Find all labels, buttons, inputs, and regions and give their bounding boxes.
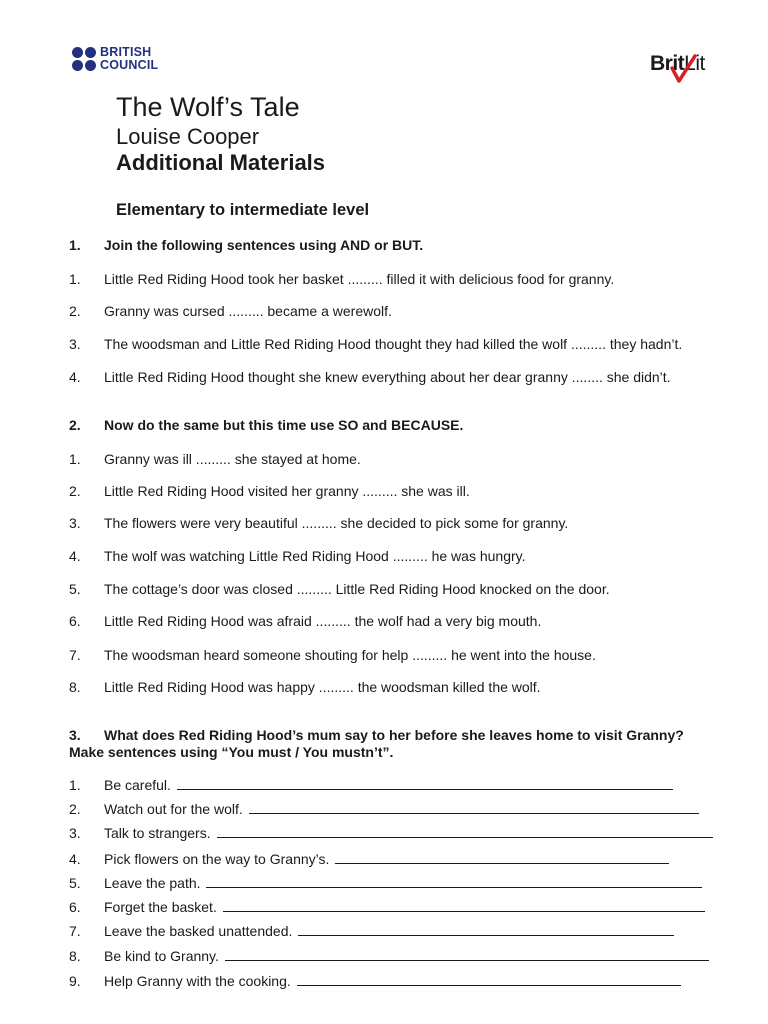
red-checkmark-icon bbox=[668, 54, 698, 84]
answer-line[interactable] bbox=[217, 825, 713, 838]
britlit-logo bbox=[650, 50, 714, 84]
answer-line[interactable] bbox=[249, 801, 699, 814]
answer-line[interactable] bbox=[223, 899, 705, 912]
britlit-part2: Lit bbox=[684, 52, 705, 75]
answer-line[interactable] bbox=[298, 923, 674, 936]
answer-line[interactable] bbox=[177, 777, 673, 790]
section3-heading: 3. What does Red Riding Hood’s mum say to her before she leaves home to visit Granny? Make sentences using “You must / You mustn’t”. bbox=[69, 727, 684, 760]
subtitle: Additional Materials bbox=[116, 150, 326, 175]
bc-logo-line2: COUNCIL bbox=[100, 57, 159, 72]
author: Louise Cooper bbox=[116, 124, 260, 149]
british-council-dots-icon bbox=[72, 47, 96, 71]
answer-line[interactable] bbox=[297, 973, 681, 986]
bc-logo-line1: BRITISH bbox=[100, 45, 152, 59]
british-council-logo bbox=[72, 46, 158, 71]
britlit-part1: Brit bbox=[650, 52, 685, 75]
answer-line[interactable] bbox=[225, 948, 709, 961]
page-title: The Wolf’s Tale bbox=[116, 92, 300, 122]
answer-line[interactable] bbox=[206, 875, 702, 888]
answer-line[interactable] bbox=[335, 851, 669, 864]
level-heading: Elementary to intermediate level bbox=[116, 201, 370, 219]
